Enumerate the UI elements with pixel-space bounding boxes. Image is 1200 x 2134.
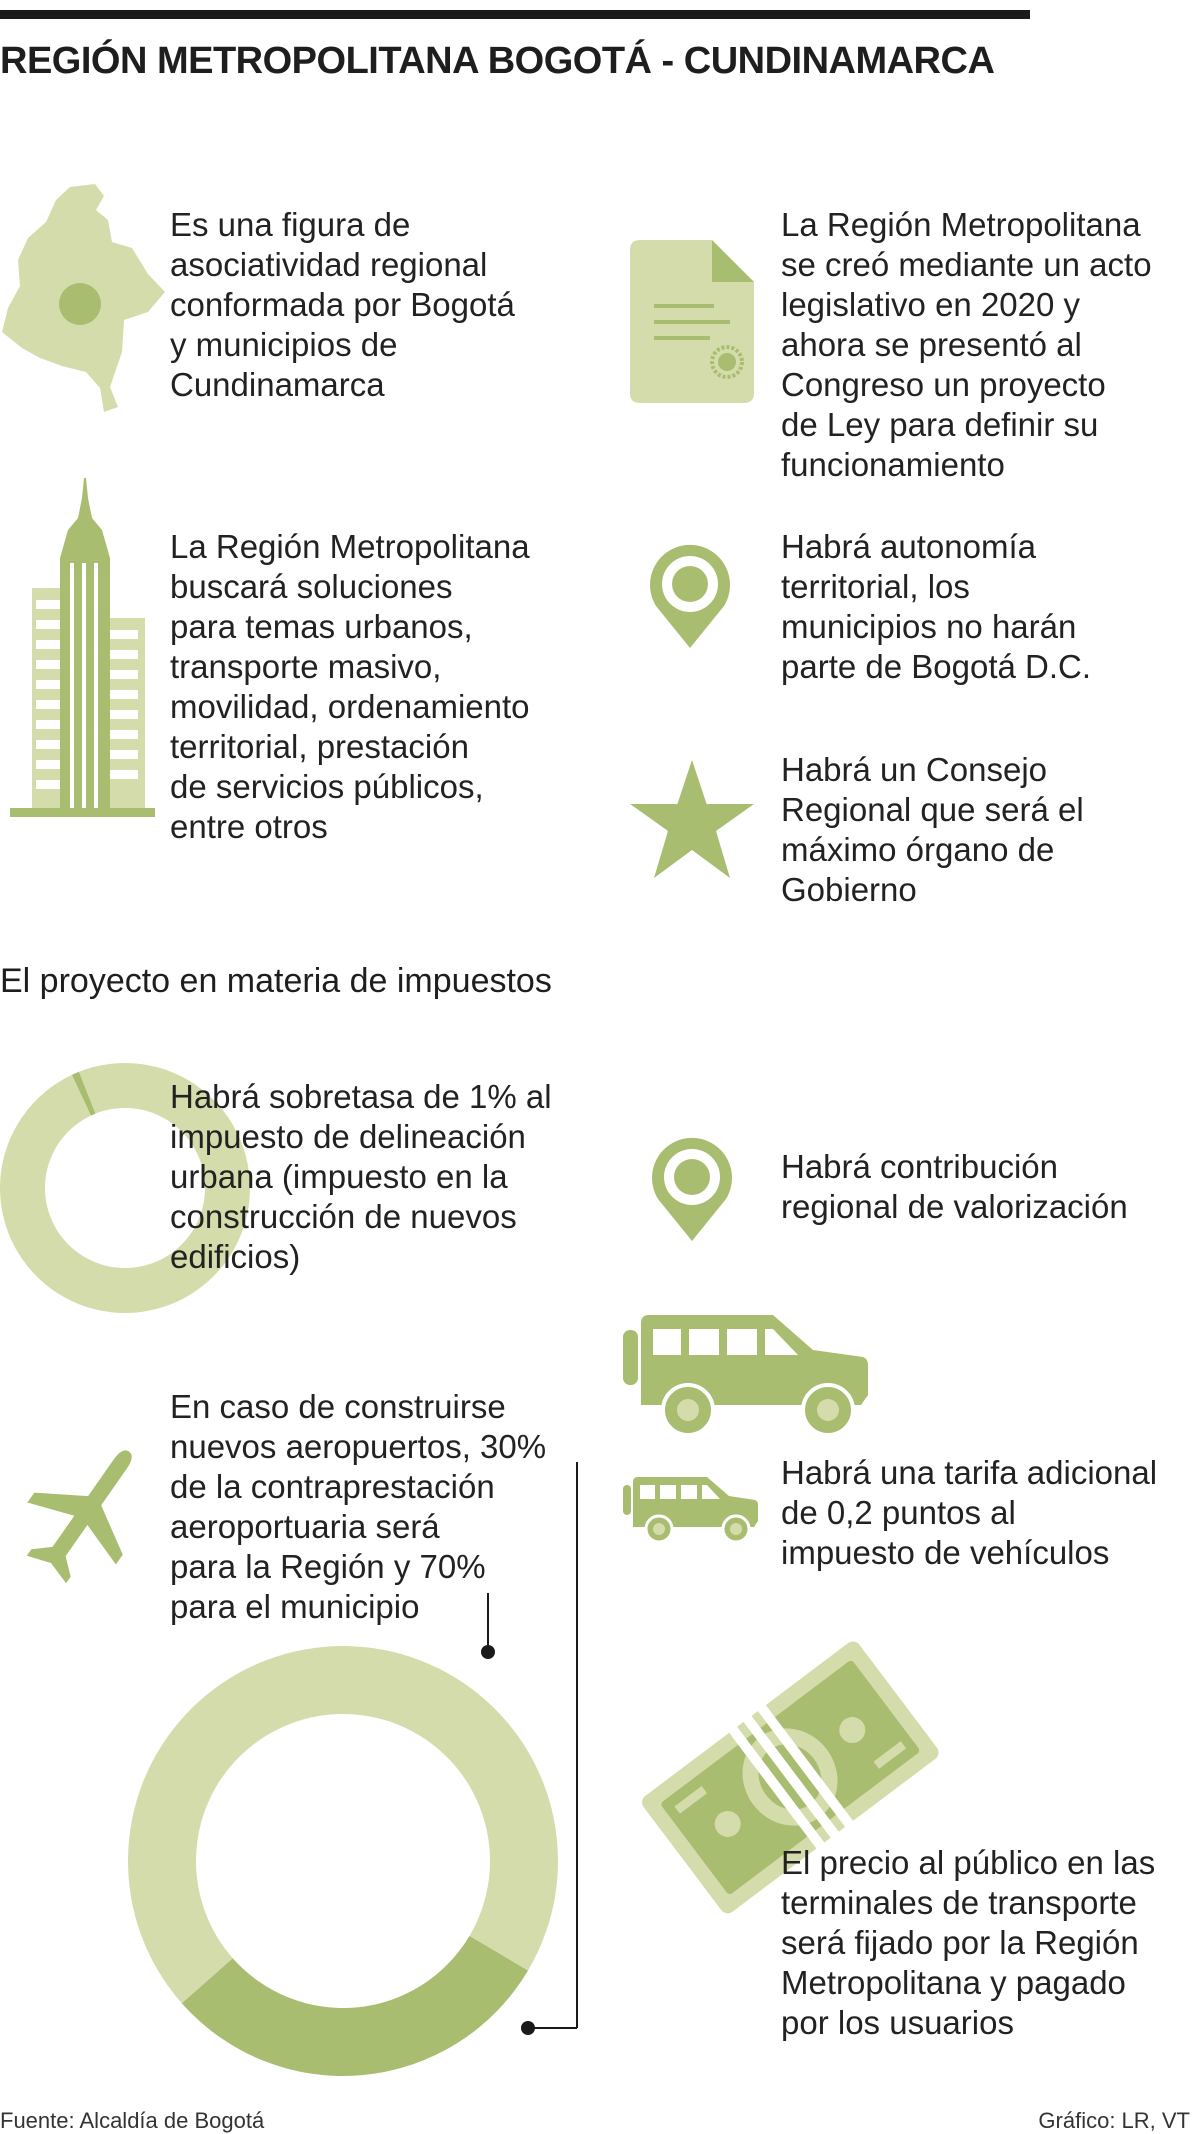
top-rule — [0, 10, 1030, 19]
star-icon — [630, 760, 754, 878]
donut-slice-1 — [128, 1646, 558, 2003]
section-subtitle: El proyecto en materia de impuestos — [0, 962, 552, 1000]
credit-note: Gráfico: LR, VT — [1038, 2108, 1190, 2133]
suv-icon — [623, 1315, 868, 1435]
fact-text: Habrá autonomía territorial, los municipios no harán parte de Bogotá D.C. — [781, 528, 1092, 685]
location-pin-icon — [648, 540, 732, 648]
donut-30-70-chart — [128, 1646, 558, 2076]
fact-text: La Región Metropolitana se creó mediante un acto legislativo en 2020 y ahora se presentó al Congreso un proyecto de Ley para definir su funcionamiento — [781, 206, 1152, 483]
donut-slice-0 — [182, 1936, 528, 2076]
airplane-icon — [32, 1438, 140, 1588]
car-icon — [623, 1477, 758, 1543]
fact-text: Habrá un Consejo Regional que será el máximo órgano de Gobierno — [781, 751, 1084, 908]
tax-text: El precio al público en las terminales de transporte será fijado por la Región Metropolitana y pagado por los usuarios — [781, 1844, 1156, 2041]
colombia-map-icon — [0, 182, 165, 412]
tax-text: Habrá una tarifa adicional de 0,2 puntos al impuesto de vehículos — [781, 1454, 1158, 1571]
tax-text: En caso de construirse nuevos aeropuertos, 30% de la contraprestación aeroportuaria será para la Región y 70% para el municipio — [170, 1388, 547, 1625]
source-note: Fuente: Alcaldía de Bogotá — [0, 2108, 265, 2133]
document-icon — [630, 240, 754, 403]
location-pin-icon — [650, 1133, 734, 1241]
page-title: REGIÓN METROPOLITANA BOGOTÁ - CUNDINAMARCA — [0, 40, 995, 82]
skyscraper-icon — [10, 478, 155, 823]
fact-text: La Región Metropolitana buscará soluciones para temas urbanos, transporte masivo, movilidad, ordenamiento territorial, prestación de servicios públicos, entre otros — [170, 528, 530, 845]
fact-text: Es una figura de asociatividad regional conformada por Bogotá y municipios de Cundinamarca — [170, 206, 515, 403]
tax-text: Habrá contribución regional de valorización — [781, 1148, 1128, 1225]
tax-text: Habrá sobretasa de 1% al impuesto de delineación urbana (impuesto en la construcción de nuevos edificios) — [170, 1078, 552, 1275]
